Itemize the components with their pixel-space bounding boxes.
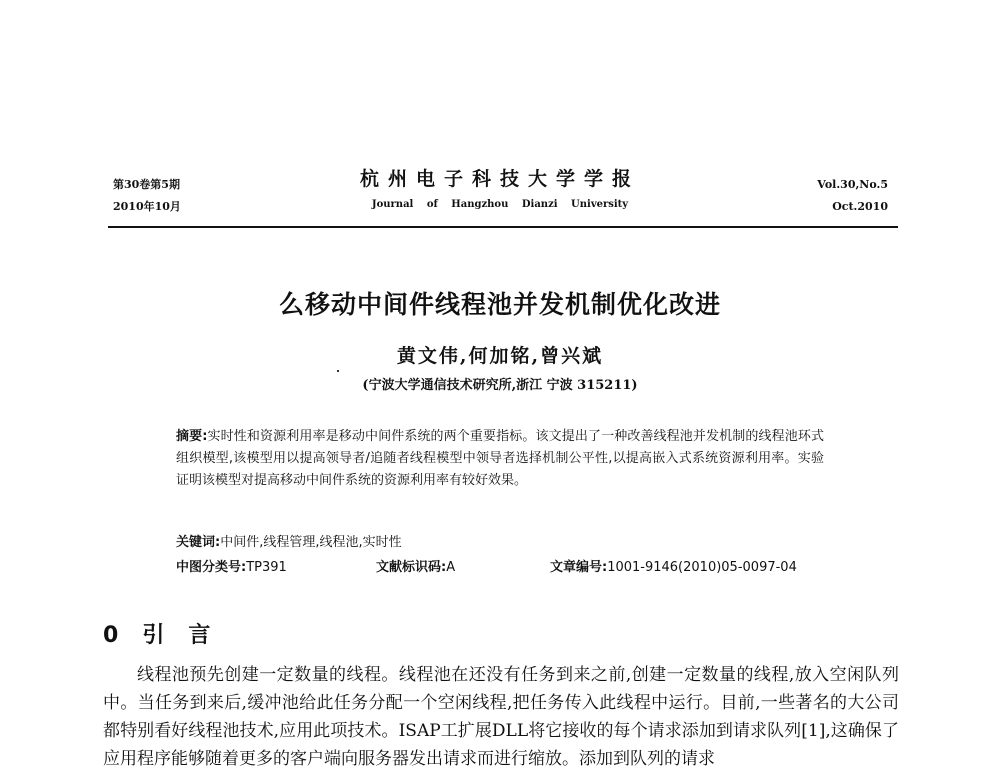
clc-value: TP391	[246, 560, 287, 575]
abstract-label: 摘要:	[176, 429, 208, 444]
stray-mark	[337, 370, 339, 372]
article-number	[550, 556, 797, 575]
header-right	[817, 174, 888, 218]
publication-date-cn: 2010年10月	[113, 200, 181, 213]
body-paragraph: 线程池预先创建一定数量的线程。线程池在还没有任务到来之前,创建一定数量的线程,放入空闲队列中。当任务到来后,缓冲池给此任务分配一个空闲线程,把任务传入此线程中运行。目前,一些著名的大公司都特别看好线程池技术,应用此项技术。ISAP工扩展DLL将它接收的每个请求添加到请求队列[1],这确保了应用程序能够随着更多的客户端向服务器发出请求而进行缩放。添加到队列的请求	[103, 665, 899, 769]
journal-title-en: Journal of Hangzhou Dianzi University	[371, 199, 629, 210]
abstract-text: 实时性和资源利用率是移动中间件系统的两个重要指标。该文提出了一种改善线程池并发机制的线程池环式组织模型,该模型用以提高领导者/追随者线程模型中领导者选择机制公平性,以提高嵌入式系统资源利用率。实验证明该模型对提高移动中间件系统的资源利用率有较好效果。	[176, 429, 824, 488]
document-code	[376, 556, 455, 575]
clc-number	[176, 556, 287, 575]
section-title-char-1: 引	[142, 623, 165, 648]
keywords	[176, 531, 402, 550]
volume-issue-cn: 第30卷第5期	[113, 178, 180, 191]
header-rule	[108, 226, 898, 228]
volume-issue-en: Vol.30,No.5	[817, 178, 888, 191]
section-number: 0	[103, 623, 119, 648]
header-left	[113, 174, 181, 218]
doc-label: 文献标识码:	[376, 560, 447, 575]
article-number-value: 1001-9146(2010)05-0097-04	[607, 560, 797, 575]
publication-date-en: Oct.2010	[832, 200, 888, 213]
clc-label: 中图分类号:	[176, 560, 247, 575]
keywords-label: 关键词:	[176, 535, 221, 550]
article-number-label: 文章编号:	[550, 560, 608, 575]
article-authors: 黄文伟,何加铭,曾兴斌	[396, 345, 604, 367]
abstract	[176, 426, 824, 492]
body-text	[103, 661, 899, 773]
keywords-text: 中间件,线程管理,线程池,实时性	[220, 535, 402, 550]
section-heading	[103, 618, 210, 649]
journal-title-cn: 杭州电子科技大学学报	[359, 168, 640, 190]
doc-value: A	[446, 560, 456, 575]
header-center	[300, 164, 700, 210]
article-title: 么移动中间件线程池并发机制优化改进	[278, 290, 721, 319]
section-title-char-2: 言	[188, 623, 211, 648]
article-affiliation: (宁波大学通信技术研究所,浙江 宁波 315211)	[362, 378, 638, 393]
